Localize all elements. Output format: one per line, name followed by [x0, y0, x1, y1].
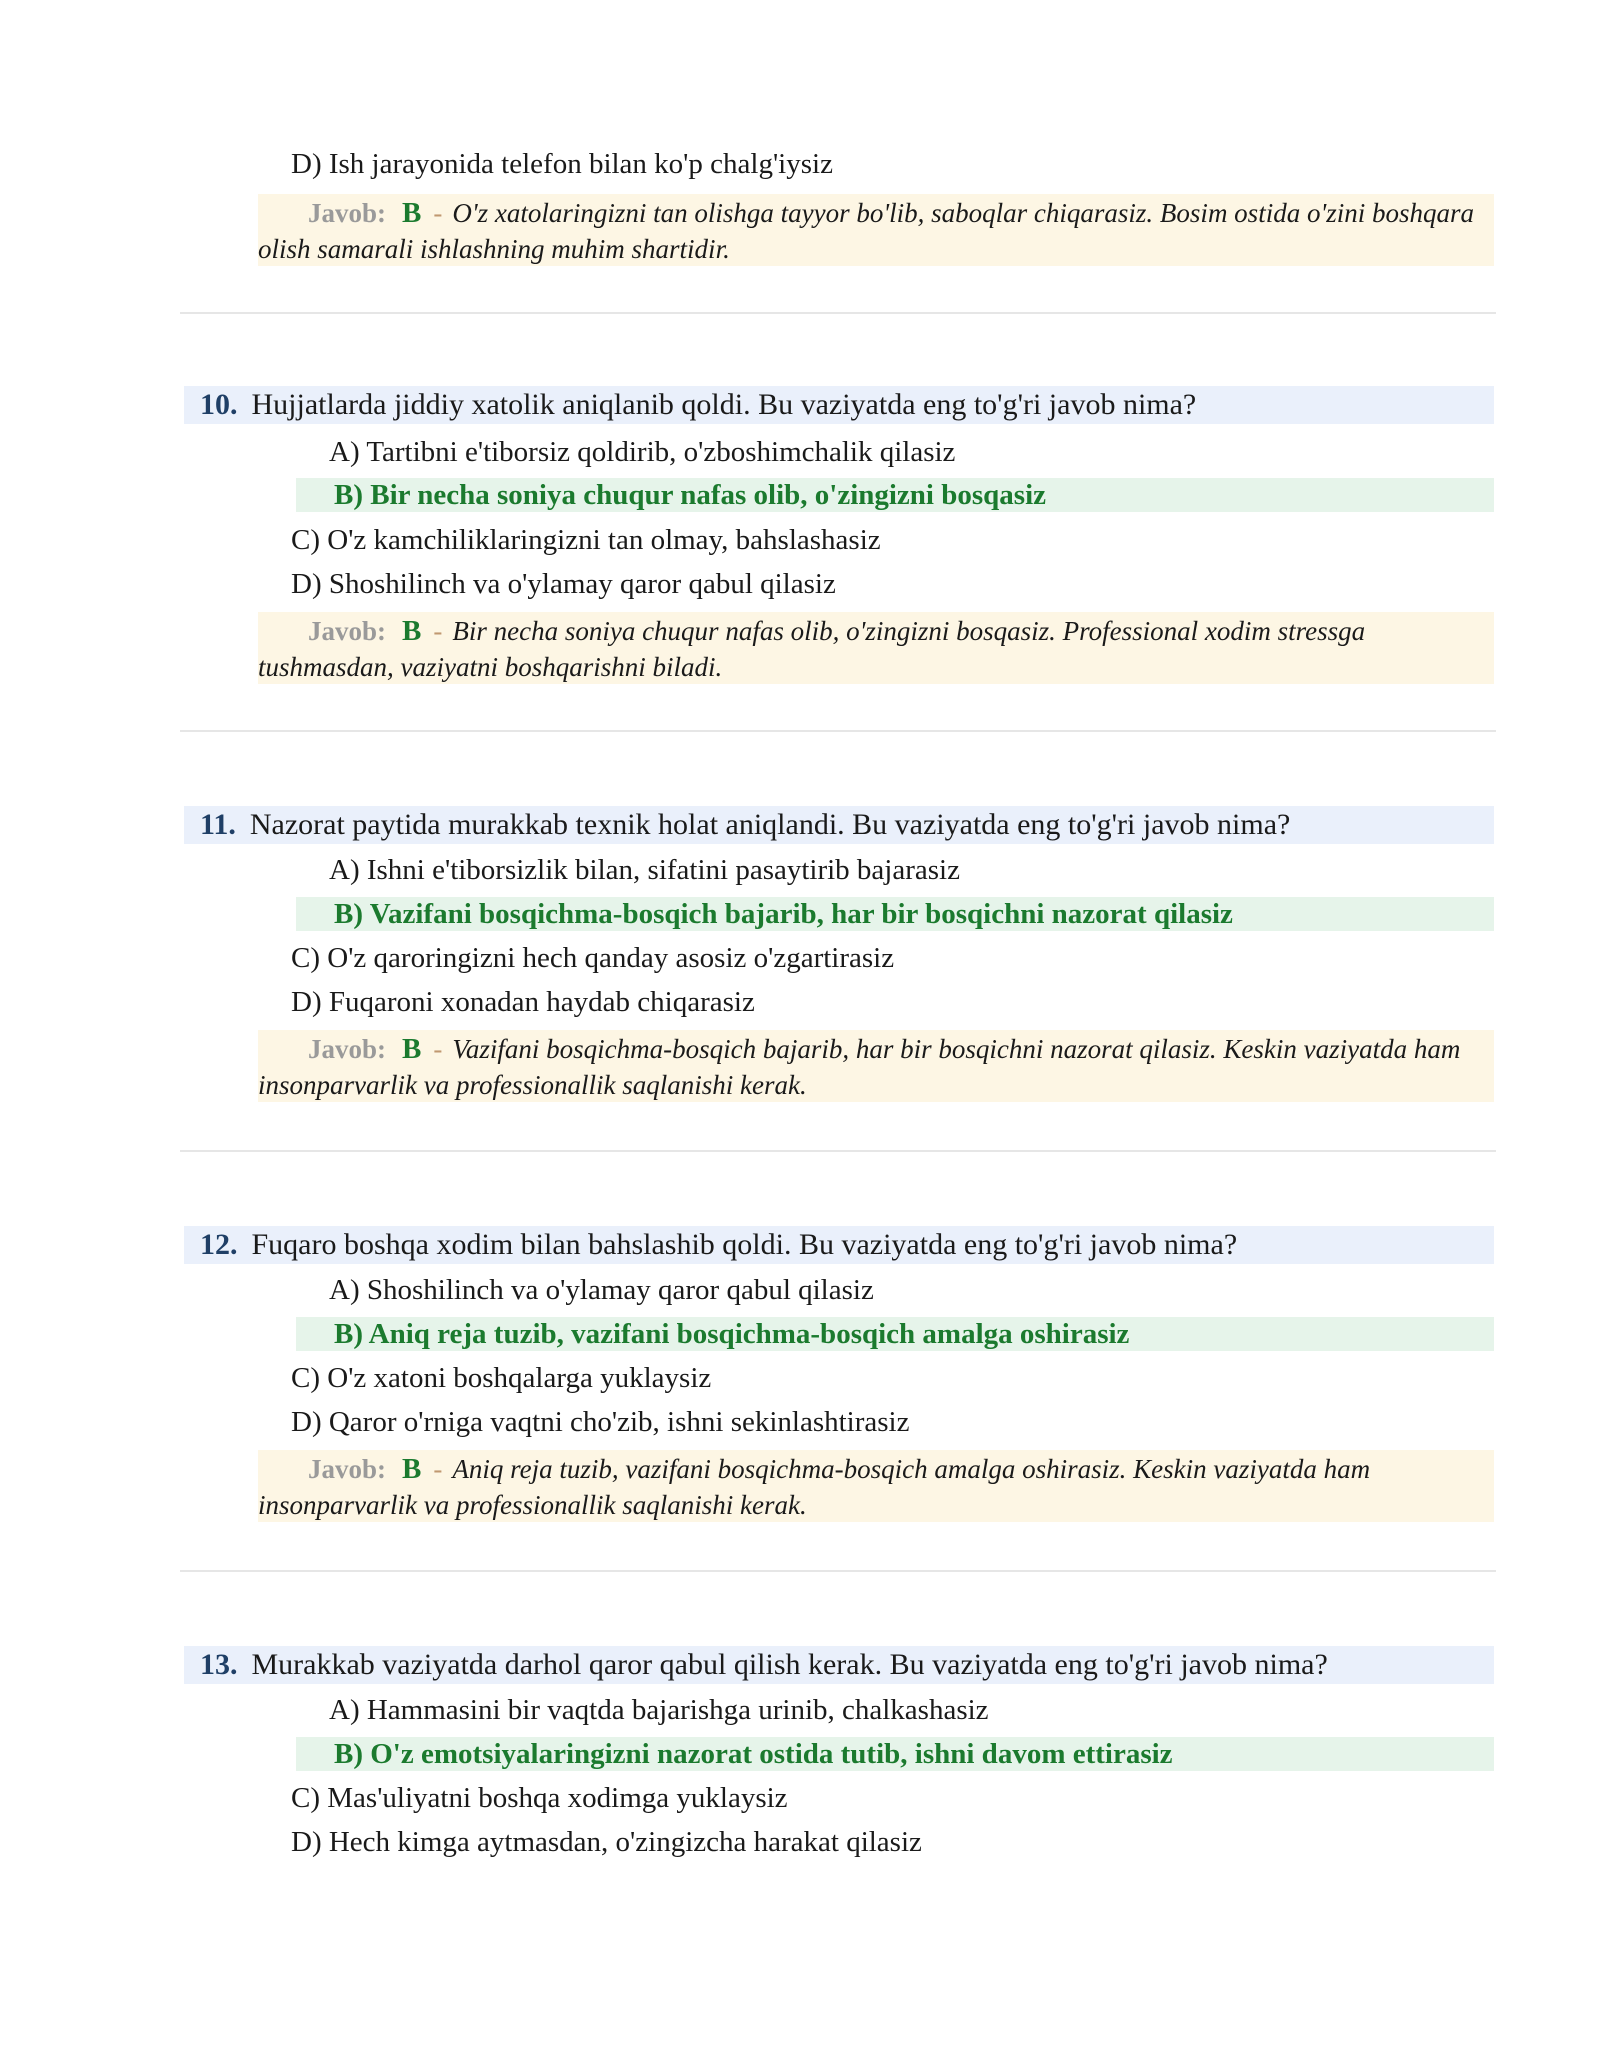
- answer-label: Javob:: [308, 1034, 387, 1064]
- answer-letter: B: [402, 1453, 422, 1485]
- divider: [180, 1570, 1496, 1572]
- q11-option-a: A) Ishni e'tiborsizlik bilan, sifatini pasaytirib bajarasiz: [329, 854, 960, 886]
- q10-option-b-correct: B) Bir necha soniya chuqur nafas olib, o'zingizni bosqasiz: [296, 478, 1494, 512]
- answer-letter: B: [402, 615, 422, 647]
- q11-option-d: D) Fuqaroni xonadan haydab chiqarasiz: [291, 986, 755, 1018]
- q11-answer-box: [258, 1030, 1494, 1102]
- answer-letter: B: [402, 197, 422, 229]
- answer-label: Javob:: [308, 1454, 387, 1484]
- answer-label: Javob:: [308, 616, 387, 646]
- answer-explanation: O'z xatolaringizni tan olishga tayyor bo'lib, saboqlar chiqarasiz. Bosim ostida o'zini boshqara olish samarali ishlashning muhim shartidir.: [258, 198, 1474, 264]
- q10-answer-box: [258, 612, 1494, 684]
- q13-option-a: A) Hammasini bir vaqtda bajarishga urinib, chalkashasiz: [329, 1694, 989, 1726]
- question-number: 13.: [200, 1648, 238, 1681]
- q9-option-d: D) Ish jarayonida telefon bilan ko'p chalg'iysiz: [291, 148, 833, 180]
- answer-dash: -: [433, 1034, 443, 1064]
- q9-answer-box: [258, 194, 1494, 266]
- q12-option-a: A) Shoshilinch va o'ylamay qaror qabul qilasiz: [329, 1274, 874, 1306]
- answer-dash: -: [433, 1454, 443, 1484]
- q10-option-d: D) Shoshilinch va o'ylamay qaror qabul qilasiz: [291, 568, 836, 600]
- question-number: 11.: [200, 808, 236, 841]
- answer-explanation: Bir necha soniya chuqur nafas olib, o'zingizni bosqasiz. Professional xodim stressga tushmasdan, vaziyatni boshqarishni biladi.: [258, 616, 1366, 682]
- answer-dash: -: [433, 616, 443, 646]
- q12-option-b-correct: B) Aniq reja tuzib, vazifani bosqichma-bosqich amalga oshirasiz: [296, 1317, 1494, 1351]
- question-13: [184, 1646, 1494, 1684]
- question-text: Hujjatlarda jiddiy xatolik aniqlanib qoldi. Bu vaziyatda eng to'g'ri javob nima?: [251, 388, 1197, 421]
- q11-option-b-correct: B) Vazifani bosqichma-bosqich bajarib, har bir bosqichni nazorat qilasiz: [296, 897, 1494, 931]
- question-12: [184, 1226, 1494, 1264]
- question-text: Fuqaro boshqa xodim bilan bahslashib qoldi. Bu vaziyatda eng to'g'ri javob nima?: [251, 1228, 1238, 1261]
- answer-explanation: Aniq reja tuzib, vazifani bosqichma-bosqich amalga oshirasiz. Keskin vaziyatda ham insonparvarlik va professionallik saqlanishi kerak.: [258, 1454, 1371, 1520]
- q10-option-a: A) Tartibni e'tiborsiz qoldirib, o'zboshimchalik qilasiz: [329, 436, 956, 468]
- divider: [180, 730, 1496, 732]
- q13-option-b-correct: B) O'z emotsiyalaringizni nazorat ostida tutib, ishni davom ettirasiz: [296, 1737, 1494, 1771]
- question-text: Nazorat paytida murakkab texnik holat aniqlandi. Bu vaziyatda eng to'g'ri javob nima?: [249, 808, 1291, 841]
- answer-explanation: Vazifani bosqichma-bosqich bajarib, har bir bosqichni nazorat qilasiz. Keskin vaziyatda ham insonparvarlik va professionallik saqlanishi kerak.: [258, 1034, 1461, 1100]
- answer-label: Javob:: [308, 198, 387, 228]
- divider: [180, 312, 1496, 314]
- answer-dash: -: [433, 198, 443, 228]
- question-text: Murakkab vaziyatda darhol qaror qabul qilish kerak. Bu vaziyatda eng to'g'ri javob nima?: [251, 1648, 1328, 1681]
- question-11: [184, 806, 1494, 844]
- q10-option-c: C) O'z kamchiliklaringizni tan olmay, bahslashasiz: [291, 524, 881, 556]
- divider: [180, 1150, 1496, 1152]
- q12-answer-box: [258, 1450, 1494, 1522]
- question-number: 10.: [200, 388, 238, 421]
- q12-option-d: D) Qaror o'rniga vaqtni cho'zib, ishni sekinlashtirasiz: [291, 1406, 910, 1438]
- q11-option-c: C) O'z qaroringizni hech qanday asosiz o'zgartirasiz: [291, 942, 895, 974]
- q12-option-c: C) O'z xatoni boshqalarga yuklaysiz: [291, 1362, 712, 1394]
- q13-option-d: D) Hech kimga aytmasdan, o'zingizcha harakat qilasiz: [291, 1826, 922, 1858]
- q13-option-c: C) Mas'uliyatni boshqa xodimga yuklaysiz: [291, 1782, 788, 1814]
- answer-letter: B: [402, 1033, 422, 1065]
- question-10: [184, 386, 1494, 424]
- question-number: 12.: [200, 1228, 238, 1261]
